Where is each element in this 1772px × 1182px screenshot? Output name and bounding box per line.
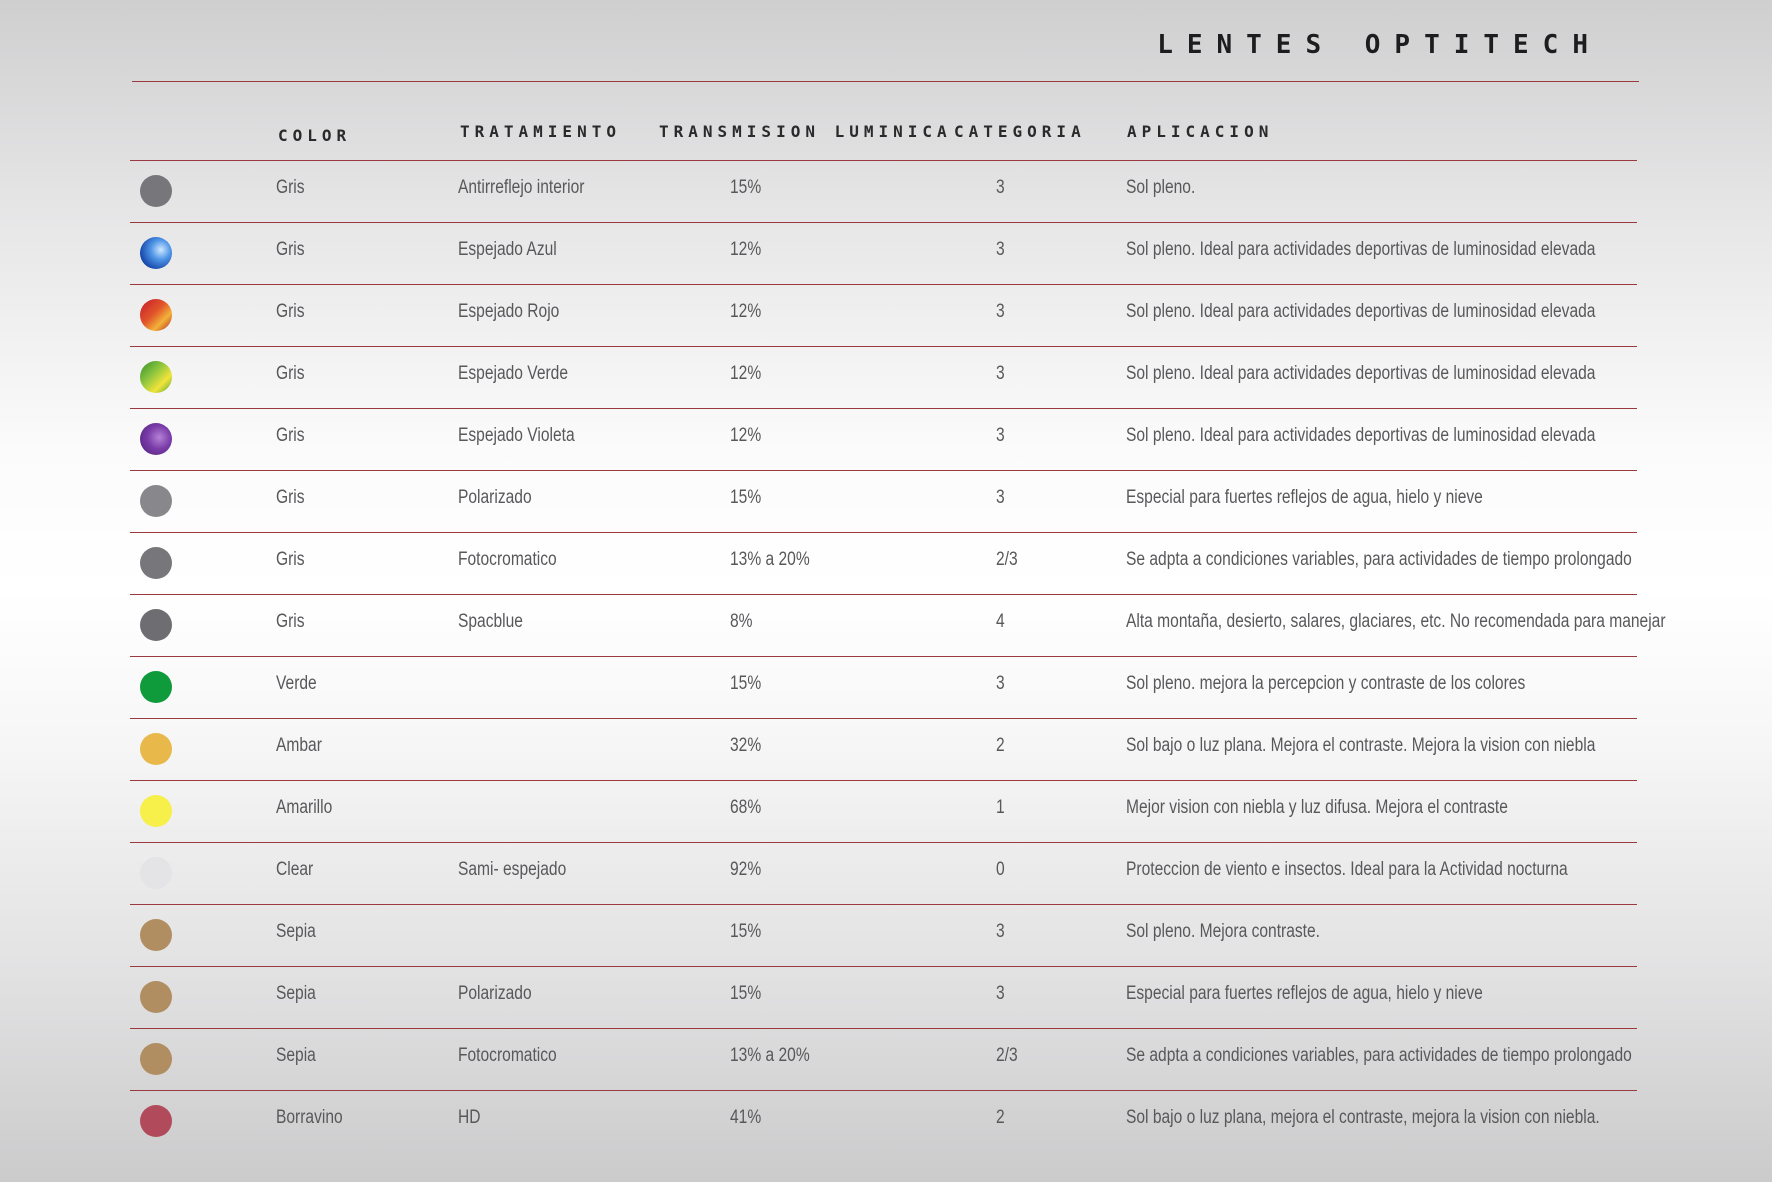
lens-color-swatch [140, 547, 172, 579]
cell-color: Verde [276, 673, 317, 694]
header-color: COLOR [278, 126, 352, 145]
cell-aplicacion: Mejor vision con niebla y luz difusa. Mejora el contraste [1126, 797, 1508, 818]
lens-color-swatch [140, 485, 172, 517]
cell-aplicacion: Sol pleno. Ideal para actividades deportivas de luminosidad elevada [1126, 301, 1596, 322]
cell-aplicacion: Sol pleno. Mejora contraste. [1126, 921, 1320, 942]
table-row [130, 1028, 1637, 1090]
header-aplicacion: APLICACION [1127, 122, 1274, 141]
cell-color: Ambar [276, 735, 322, 756]
cell-aplicacion: Sol pleno. [1126, 177, 1196, 198]
cell-color: Gris [276, 177, 305, 198]
cell-aplicacion: Se adpta a condiciones variables, para actividades de tiempo prolongado [1126, 1045, 1632, 1066]
table-row [130, 656, 1637, 718]
cell-categoria: 2 [996, 1107, 1005, 1128]
table-row [130, 780, 1637, 842]
cell-categoria: 2/3 [996, 1045, 1018, 1066]
table-row [130, 222, 1637, 284]
cell-tratamiento: Spacblue [458, 611, 523, 632]
cell-categoria: 3 [996, 425, 1005, 446]
table-row [130, 904, 1637, 966]
cell-tratamiento: Espejado Rojo [458, 301, 560, 322]
header-tratamiento: TRATAMIENTO [460, 122, 621, 141]
cell-tratamiento: Espejado Verde [458, 363, 569, 384]
brand-title: LENTES OPTITECH [1157, 30, 1602, 60]
cell-categoria: 3 [996, 673, 1005, 694]
lens-color-swatch [140, 1043, 172, 1075]
cell-color: Gris [276, 549, 305, 570]
cell-tratamiento: Sami- espejado [458, 859, 567, 880]
cell-tratamiento: Polarizado [458, 983, 532, 1004]
lens-color-swatch [140, 733, 172, 765]
lens-color-swatch [140, 857, 172, 889]
cell-aplicacion: Sol pleno. Ideal para actividades deportivas de luminosidad elevada [1126, 239, 1596, 260]
table-row [130, 408, 1637, 470]
cell-aplicacion: Se adpta a condiciones variables, para actividades de tiempo prolongado [1126, 549, 1632, 570]
cell-color: Gris [276, 363, 305, 384]
table-row [130, 718, 1637, 780]
cell-tratamiento: Polarizado [458, 487, 532, 508]
cell-transmision: 13% a 20% [730, 549, 810, 570]
cell-color: Borravino [276, 1107, 343, 1128]
cell-categoria: 4 [996, 611, 1005, 632]
cell-categoria: 0 [996, 859, 1005, 880]
table-row [130, 532, 1637, 594]
cell-transmision: 8% [730, 611, 753, 632]
header-transmision: TRANSMISION LUMINICA [659, 122, 952, 141]
table-row [130, 160, 1637, 222]
lens-color-swatch [140, 795, 172, 827]
cell-transmision: 15% [730, 921, 762, 942]
cell-transmision: 12% [730, 363, 762, 384]
cell-transmision: 32% [730, 735, 762, 756]
table-row [130, 1090, 1637, 1153]
lens-color-swatch [140, 237, 172, 269]
cell-color: Gris [276, 425, 305, 446]
table-row [130, 842, 1637, 904]
lens-color-swatch [140, 299, 172, 331]
cell-aplicacion: Sol pleno. mejora la percepcion y contraste de los colores [1126, 673, 1526, 694]
cell-tratamiento: Fotocromatico [458, 549, 557, 570]
cell-aplicacion: Especial para fuertes reflejos de agua, hielo y nieve [1126, 983, 1483, 1004]
lens-color-swatch [140, 361, 172, 393]
table-row [130, 594, 1666, 656]
table-row [130, 470, 1637, 532]
cell-transmision: 68% [730, 797, 762, 818]
cell-aplicacion: Especial para fuertes reflejos de agua, hielo y nieve [1126, 487, 1483, 508]
cell-transmision: 15% [730, 487, 762, 508]
cell-transmision: 12% [730, 425, 762, 446]
cell-transmision: 15% [730, 983, 762, 1004]
cell-tratamiento: Fotocromatico [458, 1045, 557, 1066]
header-divider [132, 81, 1639, 82]
lens-color-swatch [140, 609, 172, 641]
cell-categoria: 2/3 [996, 549, 1018, 570]
cell-tratamiento: Espejado Azul [458, 239, 557, 260]
cell-transmision: 15% [730, 177, 762, 198]
cell-transmision: 15% [730, 673, 762, 694]
cell-color: Gris [276, 301, 305, 322]
cell-aplicacion: Proteccion de viento e insectos. Ideal para la Actividad nocturna [1126, 859, 1568, 880]
cell-categoria: 2 [996, 735, 1005, 756]
lens-color-swatch [140, 919, 172, 951]
cell-categoria: 3 [996, 301, 1005, 322]
cell-color: Clear [276, 859, 314, 880]
table-row [130, 284, 1637, 346]
cell-color: Amarillo [276, 797, 333, 818]
cell-categoria: 1 [996, 797, 1005, 818]
cell-color: Sepia [276, 983, 316, 1004]
cell-color: Gris [276, 487, 305, 508]
cell-aplicacion: Sol pleno. Ideal para actividades deportivas de luminosidad elevada [1126, 363, 1596, 384]
cell-color: Gris [276, 239, 305, 260]
cell-categoria: 3 [996, 487, 1005, 508]
cell-categoria: 3 [996, 983, 1005, 1004]
cell-aplicacion: Sol bajo o luz plana. Mejora el contraste. Mejora la vision con niebla [1126, 735, 1596, 756]
cell-categoria: 3 [996, 177, 1005, 198]
lens-color-swatch [140, 671, 172, 703]
cell-categoria: 3 [996, 363, 1005, 384]
header-categoria: CATEGORIA [954, 122, 1086, 141]
cell-transmision: 13% a 20% [730, 1045, 810, 1066]
cell-aplicacion: Sol pleno. Ideal para actividades deportivas de luminosidad elevada [1126, 425, 1596, 446]
cell-color: Sepia [276, 921, 316, 942]
cell-categoria: 3 [996, 239, 1005, 260]
lens-color-swatch [140, 175, 172, 207]
table-row [130, 966, 1637, 1028]
cell-tratamiento: HD [458, 1107, 481, 1128]
cell-categoria: 3 [996, 921, 1005, 942]
cell-transmision: 12% [730, 301, 762, 322]
cell-tratamiento: Antirreflejo interior [458, 177, 585, 198]
cell-color: Gris [276, 611, 305, 632]
cell-transmision: 41% [730, 1107, 762, 1128]
lens-color-swatch [140, 1105, 172, 1137]
cell-transmision: 12% [730, 239, 762, 260]
lens-color-swatch [140, 981, 172, 1013]
lens-table [130, 160, 1666, 1153]
cell-color: Sepia [276, 1045, 316, 1066]
cell-transmision: 92% [730, 859, 762, 880]
cell-aplicacion: Alta montaña, desierto, salares, glaciares, etc. No recomendada para manejar [1126, 611, 1666, 632]
table-row [130, 346, 1637, 408]
cell-tratamiento: Espejado Violeta [458, 425, 575, 446]
lens-color-swatch [140, 423, 172, 455]
cell-aplicacion: Sol bajo o luz plana, mejora el contraste, mejora la vision con niebla. [1126, 1107, 1600, 1128]
